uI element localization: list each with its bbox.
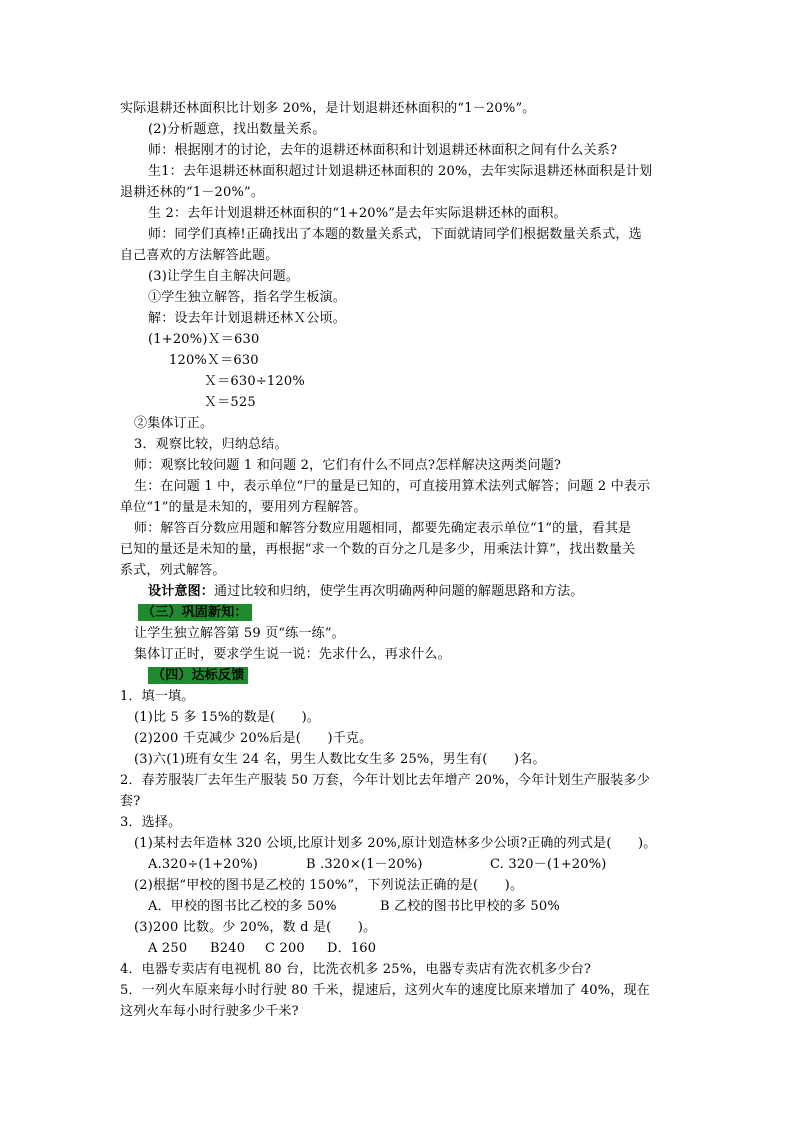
text-line: 3．观察比较，归纳总结。 <box>134 437 288 452</box>
section-heading-assessment <box>148 668 248 684</box>
text-line: 生：在问题 1 中，表示单位“尸的量是已知的，可直接用算术法列式解答；问题 2 中表示 <box>134 479 651 494</box>
choice-option-b: B240 <box>210 941 246 956</box>
choice-option-b: B 乙校的图书比甲校的多 50% <box>380 899 560 914</box>
text-line: 系式，列式解答。 <box>120 563 226 578</box>
text-line: ①学生独立解答，指名学生板演。 <box>148 290 347 305</box>
text-line: (2)根据“甲校的图书是乙校的 150%”，下列说法正确的是( )。 <box>134 878 524 893</box>
equation-line: Ｘ＝525 <box>204 395 256 410</box>
equation-line: 120%Ｘ＝630 <box>169 353 259 368</box>
text-line: 1．填一填。 <box>120 689 195 704</box>
text-line: (3)200 比数。少 20%，数 d 是( )。 <box>134 920 377 935</box>
text-line: 师：解答百分数应用题和解答分数应用题相同，都要先确定表示单位“1”的量，看其是 <box>134 521 632 536</box>
text-line: 3．选择。 <box>120 815 182 830</box>
text-line: 生1：去年退耕还林面积超过计划退耕还林面积的 20%，去年实际退耕还林面积是计划 <box>148 164 653 179</box>
choice-option-c: C 200 <box>265 941 305 956</box>
text-line: 师：观察比较问题 1 和问题 2，它们有什么不同点?怎样解决这两类问题? <box>134 458 562 473</box>
text-line: 5．一列火车原来每小时行驶 80 千米，提速后，这列火车的速度比原来增加了 40%，现在 <box>120 983 650 998</box>
equation-line: (1+20%)Ｘ＝630 <box>148 332 260 347</box>
text-line: 解：设去年计划退耕还林Ｘ公顷。 <box>148 311 347 326</box>
choice-option-a: A.320÷(1+20%) <box>148 857 259 872</box>
text-line: (3)让学生自主解决问题。 <box>148 269 300 284</box>
text-line: (3)六(1)班有女生 24 名，男生人数比女生多 25%，男生有( )名。 <box>134 752 546 767</box>
text-line: 已知的量还是未知的量，再根据“求一个数的百分之几是多少，用乘法计算”，找出数量关 <box>120 542 636 557</box>
text-line: (1)比 5 多 15%的数是( )。 <box>134 710 321 725</box>
choice-option-c: C. 320－(1+20%) <box>490 857 607 872</box>
text-line: 套? <box>120 794 141 809</box>
text-line: (2)200 千克减少 20%后是( )千克。 <box>134 731 373 746</box>
choice-option-a: A．甲校的图书比乙校的多 50% <box>148 899 337 914</box>
design-intent-label: 设计意图： <box>148 584 215 599</box>
text-line: ②集体订正。 <box>134 416 214 431</box>
text-line: 师：根据刚才的讨论，去年的退耕还林面积和计划退耕还林面积之间有什么关系? <box>148 143 618 158</box>
choice-option-a: A 250 <box>148 941 188 956</box>
text-line: 单位“1”的量是未知的，要用列方程解答。 <box>120 500 367 515</box>
design-intent-text: 通过比较和归纳，使学生再次明确两种问题的解题思路和方法。 <box>214 584 584 599</box>
text-line: 退耕还林的“1－20%”。 <box>120 185 265 200</box>
text-line: 集体订正时，要求学生说一说：先求什么，再求什么。 <box>134 647 451 662</box>
text-line: 实际退耕还林面积比计划多 20%，是计划退耕还林面积的“1－20%”。 <box>120 101 536 116</box>
text-line: 师：同学们真棒!正确找出了本题的数量关系式，下面就请同学们根据数量关系式，选 <box>148 227 642 242</box>
text-line: 2．春芳服装厂去年生产服装 50 万套，今年计划比去年增产 20%，今年计划生产服装多少 <box>120 773 650 788</box>
choice-option-d: D．160 <box>327 941 377 956</box>
text-line: 4．电器专卖店有电视机 80 台，比洗衣机多 25%，电器专卖店有洗衣机多少台? <box>120 962 592 977</box>
text-line: (2)分析题意，找出数量关系。 <box>148 122 326 137</box>
text-line: 让学生独立解答第 59 页“练一练”。 <box>134 626 345 641</box>
section-heading-label: （四）达标反馈 <box>148 667 248 684</box>
text-line: 这列火车每小时行驶多少千米? <box>120 1004 299 1019</box>
section-heading-label: （三）巩固新知： <box>138 604 252 621</box>
equation-line: Ｘ＝630÷120% <box>204 374 305 389</box>
choice-option-b: B .320×(1－20%) <box>306 857 423 872</box>
text-line: 自己喜欢的方法解答此题。 <box>120 248 279 263</box>
design-intent-line <box>148 584 584 600</box>
section-heading-consolidate <box>138 605 252 621</box>
text-line: 生 2：去年计划退耕还林面积的“1+20%”是去年实际退耕还林的面积。 <box>148 206 567 221</box>
text-line: (1)某村去年造林 320 公顷,比原计划多 20%,原计划造林多少公顷?正确的列式是( )。 <box>134 836 657 851</box>
